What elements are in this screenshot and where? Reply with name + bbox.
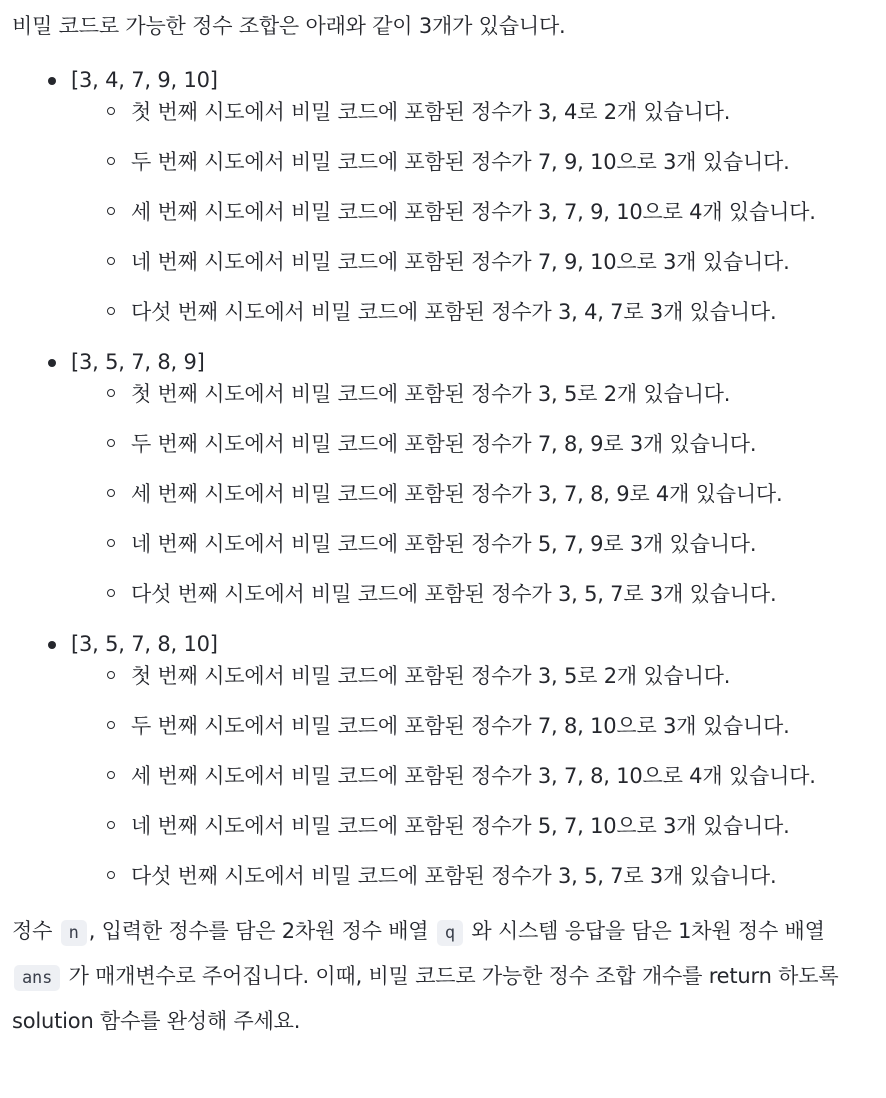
bullet-dot-icon	[48, 641, 56, 649]
bullet-circle-icon	[107, 671, 115, 679]
bullet-circle-icon	[107, 539, 115, 547]
bullet-circle-icon	[107, 871, 115, 879]
attempt-text: 네 번째 시도에서 비밀 코드에 포함된 정수가 7, 9, 10으로 3개 있습니다.	[131, 250, 790, 274]
combination-label: [3, 5, 7, 8, 9]	[71, 350, 205, 374]
attempt-item	[71, 860, 872, 892]
attempt-item	[71, 146, 872, 178]
attempt-text: 세 번째 시도에서 비밀 코드에 포함된 정수가 3, 7, 8, 9로 4개 있습니다.	[131, 482, 783, 506]
outro-text: 가 매개변수로 주어집니다. 이때, 비밀 코드로 가능한 정수 조합 개수를 return 하도록 solution 함수를 완성해 주세요.	[12, 964, 839, 1033]
bullet-circle-icon	[107, 107, 115, 115]
attempt-text: 두 번째 시도에서 비밀 코드에 포함된 정수가 7, 9, 10으로 3개 있습니다.	[131, 150, 790, 174]
attempt-item	[71, 660, 872, 692]
bullet-circle-icon	[107, 307, 115, 315]
attempt-text: 다섯 번째 시도에서 비밀 코드에 포함된 정수가 3, 4, 7로 3개 있습니다.	[131, 300, 777, 324]
attempt-item	[71, 710, 872, 742]
outro-text: 와 시스템 응답을 담은 1차원 정수 배열	[464, 919, 825, 943]
outro-text: , 입력한 정수를 담은 2차원 정수 배열	[88, 919, 435, 943]
combination-item	[12, 346, 872, 610]
attempt-item	[71, 428, 872, 460]
attempt-list	[71, 378, 872, 610]
attempt-item	[71, 296, 872, 328]
attempt-item	[71, 528, 872, 560]
attempt-item	[71, 478, 872, 510]
bullet-circle-icon	[107, 589, 115, 597]
attempt-text: 두 번째 시도에서 비밀 코드에 포함된 정수가 7, 8, 9로 3개 있습니다.	[131, 432, 757, 456]
attempt-text: 다섯 번째 시도에서 비밀 코드에 포함된 정수가 3, 5, 7로 3개 있습니다.	[131, 582, 777, 606]
attempt-item	[71, 196, 872, 228]
param-n-code: n	[61, 920, 87, 946]
attempt-list	[71, 660, 872, 892]
param-ans-code: ans	[14, 965, 60, 991]
attempt-text: 세 번째 시도에서 비밀 코드에 포함된 정수가 3, 7, 8, 10으로 4개 있습니다.	[131, 764, 816, 788]
attempt-text: 세 번째 시도에서 비밀 코드에 포함된 정수가 3, 7, 9, 10으로 4개 있습니다.	[131, 200, 816, 224]
attempt-text: 첫 번째 시도에서 비밀 코드에 포함된 정수가 3, 5로 2개 있습니다.	[131, 382, 731, 406]
attempt-item	[71, 810, 872, 842]
outro-text: 정수	[12, 919, 59, 943]
task-description	[12, 910, 872, 1043]
intro-text: 비밀 코드로 가능한 정수 조합은 아래와 같이 3개가 있습니다.	[12, 14, 566, 38]
attempt-item	[71, 578, 872, 610]
bullet-circle-icon	[107, 389, 115, 397]
bullet-circle-icon	[107, 439, 115, 447]
attempt-item	[71, 246, 872, 278]
bullet-circle-icon	[107, 489, 115, 497]
attempt-text: 첫 번째 시도에서 비밀 코드에 포함된 정수가 3, 5로 2개 있습니다.	[131, 664, 731, 688]
bullet-circle-icon	[107, 207, 115, 215]
combination-list	[12, 64, 872, 892]
bullet-circle-icon	[107, 157, 115, 165]
combination-item	[12, 628, 872, 892]
attempt-item	[71, 760, 872, 792]
bullet-circle-icon	[107, 771, 115, 779]
attempt-item	[71, 96, 872, 128]
bullet-circle-icon	[107, 721, 115, 729]
attempt-text: 첫 번째 시도에서 비밀 코드에 포함된 정수가 3, 4로 2개 있습니다.	[131, 100, 731, 124]
bullet-circle-icon	[107, 821, 115, 829]
attempt-text: 두 번째 시도에서 비밀 코드에 포함된 정수가 7, 8, 10으로 3개 있습니다.	[131, 714, 790, 738]
combination-item	[12, 64, 872, 328]
attempt-text: 네 번째 시도에서 비밀 코드에 포함된 정수가 5, 7, 9로 3개 있습니다.	[131, 532, 757, 556]
bullet-dot-icon	[48, 77, 56, 85]
combination-label: [3, 5, 7, 8, 10]	[71, 632, 218, 656]
bullet-dot-icon	[48, 359, 56, 367]
attempt-item	[71, 378, 872, 410]
attempt-text: 네 번째 시도에서 비밀 코드에 포함된 정수가 5, 7, 10으로 3개 있습니다.	[131, 814, 790, 838]
combination-label: [3, 4, 7, 9, 10]	[71, 68, 218, 92]
attempt-list	[71, 96, 872, 328]
attempt-text: 다섯 번째 시도에서 비밀 코드에 포함된 정수가 3, 5, 7로 3개 있습니다.	[131, 864, 777, 888]
bullet-circle-icon	[107, 257, 115, 265]
param-q-code: q	[437, 920, 463, 946]
